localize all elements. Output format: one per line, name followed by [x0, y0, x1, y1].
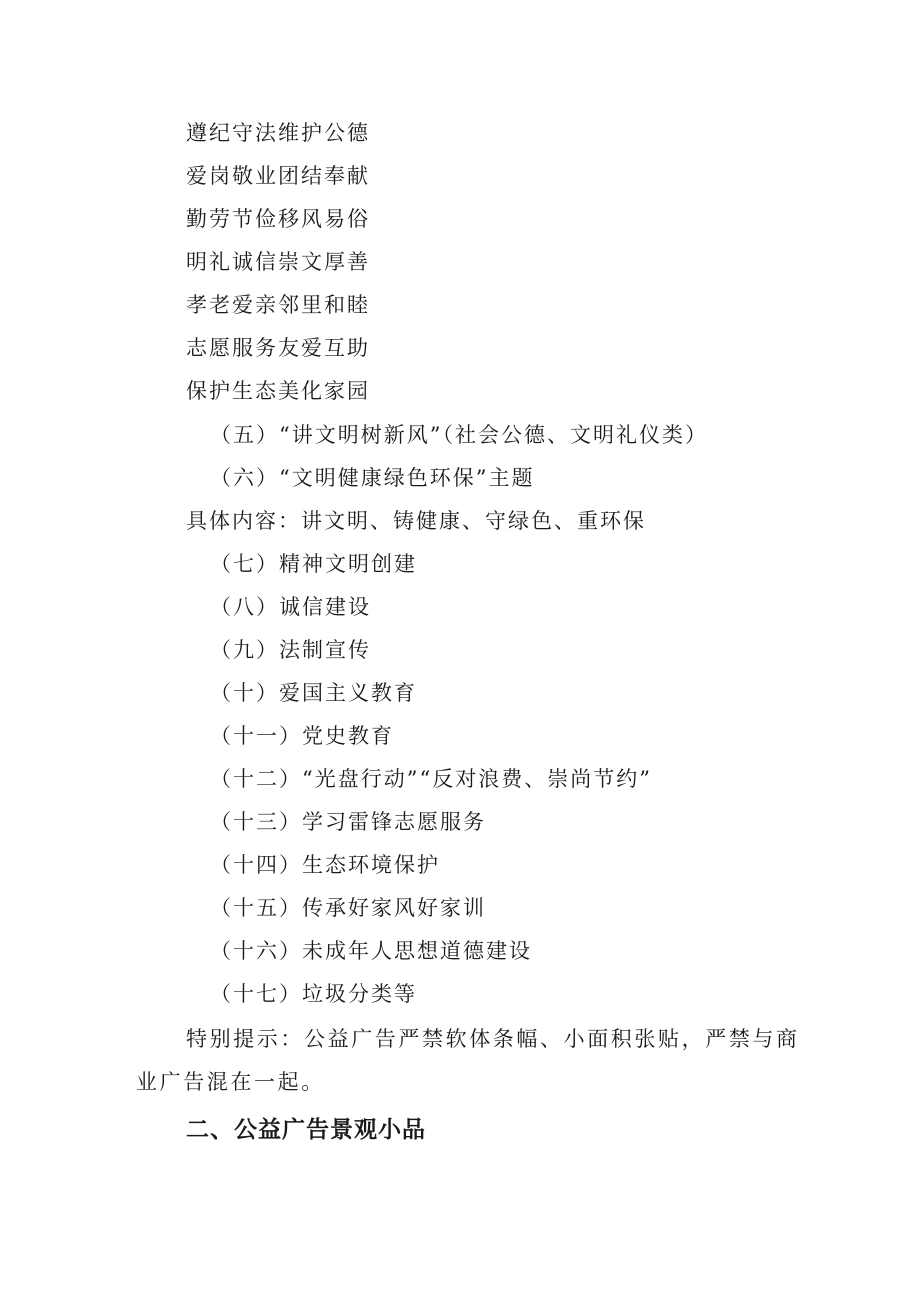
list-item: （十七）垃圾分类等 [210, 982, 417, 1006]
list-item: （九）法制宣传 [210, 638, 371, 662]
slogan-line: 爱岗敬业团结奉献 [186, 164, 370, 188]
special-note-continued: 业广告混在一起。 [136, 1070, 325, 1094]
list-item: （六）“文明健康绿色环保”主题 [210, 466, 535, 490]
list-item: （十五）传承好家风好家训 [210, 896, 486, 920]
slogan-line: 志愿服务友爱互助 [186, 336, 370, 360]
section-heading: 二、公益广告景观小品 [186, 1117, 426, 1143]
slogan-line: 明礼诚信崇文厚善 [186, 250, 370, 274]
slogan-line: 孝老爱亲邻里和睦 [186, 293, 370, 317]
special-note: 特别提示：公益广告严禁软体条幅、小面积张贴，严禁与商 [186, 1027, 800, 1051]
slogan-line: 勤劳节俭移风易俗 [186, 207, 370, 231]
list-item: （八）诚信建设 [210, 595, 371, 619]
list-item: （七）精神文明创建 [210, 552, 417, 576]
list-item: （十六）未成年人思想道德建设 [210, 939, 532, 963]
list-item: （十一）党史教育 [210, 724, 394, 748]
list-item: （十四）生态环境保护 [210, 853, 440, 877]
list-item: （十三）学习雷锋志愿服务 [210, 810, 486, 834]
list-item: （五）“讲文明树新风”（社会公德、文明礼仪类） [210, 423, 708, 447]
list-item: （十）爱国主义教育 [210, 681, 417, 705]
list-item: （十二）“光盘行动”“反对浪费、崇尚节约” [210, 767, 652, 791]
slogan-line: 遵纪守法维护公德 [186, 121, 370, 145]
slogan-line: 保护生态美化家园 [186, 379, 370, 403]
detail-line: 具体内容：讲文明、铸健康、守绿色、重环保 [186, 509, 646, 533]
